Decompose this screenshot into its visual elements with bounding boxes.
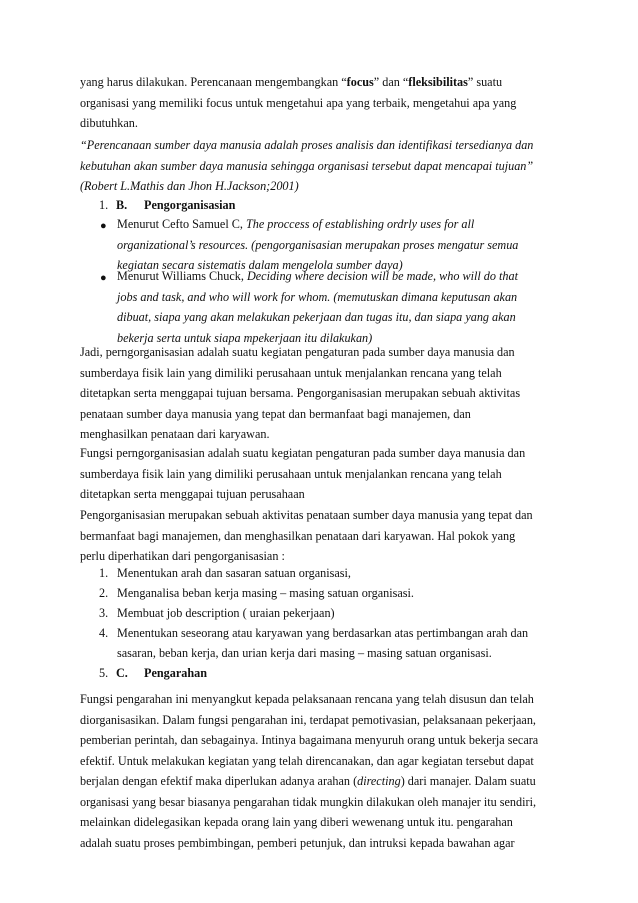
para2-line-3: ditetapkan serta menggapai tujuan perusahaan <box>80 487 305 501</box>
section-b-heading <box>99 198 236 213</box>
para4-line-2: diorganisasikan. Dalam fungsi pengarahan ini, terdapat pemotivasian, pelaksanaan pekerjaan, <box>80 712 536 727</box>
section-b-letter: B. <box>116 198 128 212</box>
bullet-2-line-4: bekerja serta untuk siapa mpekerjaan itu dilakukan) <box>117 330 373 345</box>
para4-line-8: adalah suatu proses pembimbingan, pemberi petunjuk, dan intruksi kepada bawahan agar <box>80 835 515 850</box>
quote-line-3: (Robert L.Mathis dan Jhon H.Jackson;2001) <box>80 179 299 193</box>
para4-line-3: pemberian perintah, dan sebagainya. Intinya bagaimana menyuruh orang untuk bekerja secara <box>80 733 539 747</box>
quote-line-2: kebutuhan akan sumber daya manusia sehingga organisasi tersebut dapat mencapai tujuan” <box>80 158 534 173</box>
para1-line-5: menghasilkan penataan dari karyawan. <box>80 427 270 441</box>
bullet-1-line-3: kegiatan secara sistematis dalam mengelola sumber daya) <box>117 258 403 272</box>
paragraph-2 <box>80 443 564 505</box>
list-item-number: 3. <box>99 606 109 620</box>
list-item: Menentukan seseorang atau karyawan yang berdasarkan atas pertimbangan arah dan <box>117 626 529 640</box>
bullet-icon: ● <box>100 220 107 232</box>
quote-line-1: “Perencanaan sumber daya manusia adalah proses analisis dan identifikasi tersedianya dan <box>80 138 534 152</box>
section-c-heading <box>99 666 207 681</box>
bullet-icon: ● <box>100 272 107 284</box>
para1-line-1: Jadi, perngorganisasian adalah suatu kegiatan pengaturan pada sumber daya manusia dan <box>80 345 515 359</box>
list-item: Membuat job description ( uraian pekerjaan) <box>117 606 335 620</box>
section-c-letter: C. <box>116 666 128 680</box>
list-item-number: 2. <box>99 586 109 600</box>
para4-line-5: berjalan dengan efektif maka diperlukan adanya arahan (directing) dari manajer. Dalam suatu <box>80 774 536 788</box>
paragraph-4 <box>80 689 564 853</box>
para1-line-3: ditetapkan serta menggapai tujuan bersama. Pengorganisasian merupakan sebuah aktivitas <box>80 386 521 400</box>
bullet-item-2 <box>117 266 518 348</box>
intro-paragraph <box>80 72 564 134</box>
intro-line-2: organisasi yang memiliki focus untuk mengetahui apa yang terbaik, mengetahui apa yang <box>80 95 517 110</box>
para3-line-2: bermanfaat bagi manajemen, dan menghasilkan penataan dari karyawan. Hal pokok yang <box>80 528 516 543</box>
bullet-1-line-2: organizational’s resources. (pengorganisasian merupakan proses mengatur semua <box>117 237 519 252</box>
para4-line-6: organisasi yang besar biasanya pengarahan tidak mungkin dilakukan oleh manajer itu sendiri, <box>80 794 536 809</box>
paragraph-1 <box>80 342 564 445</box>
para4-line-1: Fungsi pengarahan ini menyangkut kepada pelaksanaan rencana yang telah disusun dan telah <box>80 692 534 706</box>
para3-line-3: perlu diperhatikan dari pengorganisasian : <box>80 549 285 563</box>
paragraph-3 <box>80 505 564 567</box>
list-item-number: 1. <box>99 566 109 580</box>
section-c-title: Pengarahan <box>144 666 207 680</box>
intro-line-3: dibutuhkan. <box>80 116 138 130</box>
list-item: Menganalisa beban kerja masing – masing satuan organisasi. <box>117 586 414 600</box>
para2-line-2: sumberdaya fisik lain yang dimiliki perusahaan untuk menjalankan rencana yang telah <box>80 466 502 481</box>
bullet-2-line-3: dibuat, siapa yang akan melakukan pekerjaan dan tugas itu, dan siapa yang akan <box>117 310 516 324</box>
bullet-1-line-1: Menurut Cefto Samuel C, The proccess of establishing ordrly uses for all <box>117 217 475 231</box>
bullet-2-line-2: jobs and task, and who will work for whom. (memutuskan dimana keputusan akan <box>117 289 518 304</box>
para1-line-2: sumberdaya fisik lain yang dimiliki perusahaan untuk menjalankan rencana yang telah <box>80 365 502 380</box>
quote-paragraph <box>80 135 564 197</box>
para4-line-4: efektif. Untuk melakukan kegiatan yang telah direncanakan, dan agar kegiatan tersebut dapat <box>80 753 534 768</box>
list-item-continuation: sasaran, beban kerja, dan urian kerja dari masing – masing satuan organisasi. <box>117 646 492 660</box>
list-item-number: 4. <box>99 626 109 640</box>
section-b-title: Pengorganisasian <box>144 198 236 212</box>
para2-line-1: Fungsi perngorganisasian adalah suatu kegiatan pengaturan pada sumber daya manusia dan <box>80 446 526 460</box>
para4-line-7: melainkan didelegasikan kepada orang lain yang diberi wewenang untuk itu. pengarahan <box>80 815 513 829</box>
list-item: Menentukan arah dan sasaran satuan organisasi, <box>117 566 351 580</box>
bullet-2-line-1: Menurut Williams Chuck, Deciding where decision will be made, who will do that <box>117 269 518 283</box>
para3-line-1: Pengorganisasian merupakan sebuah aktivitas penataan sumber daya manusia yang tepat dan <box>80 508 533 522</box>
section-b-number: 1. <box>99 198 109 212</box>
intro-line-1: yang harus dilakukan. Perencanaan mengembangkan “focus” dan “fleksibilitas” suatu <box>80 75 503 89</box>
para1-line-4: penataan sumber daya manusia yang tepat dan bermanfaat bagi manajemen, dan <box>80 406 471 421</box>
section-c-number: 5. <box>99 666 109 680</box>
